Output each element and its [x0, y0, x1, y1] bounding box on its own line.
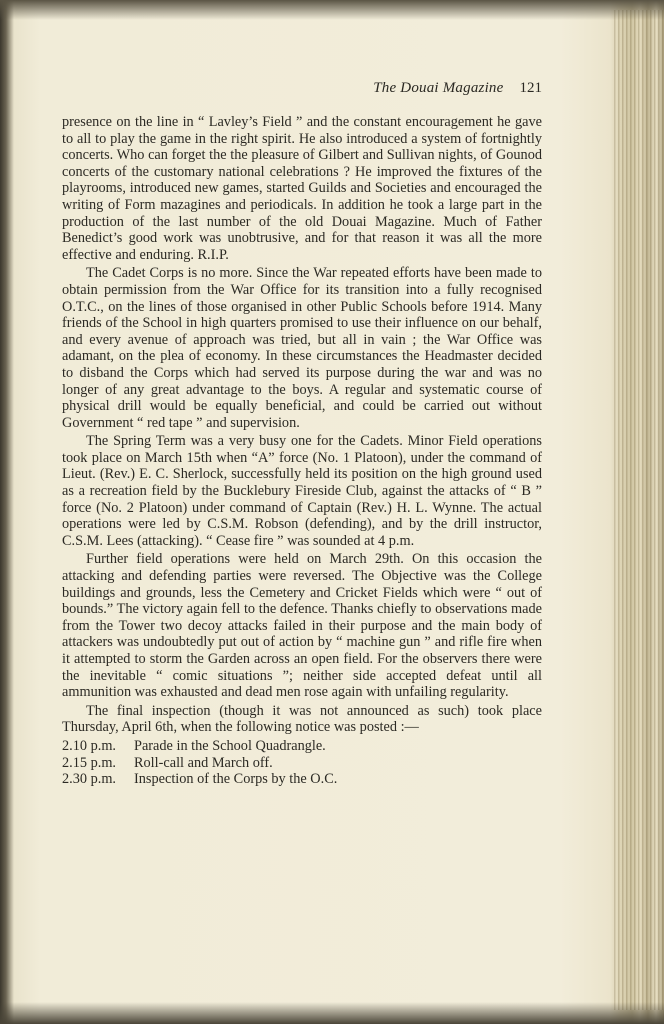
page-number: 121 — [519, 80, 542, 96]
schedule-row — [62, 738, 542, 755]
schedule-time: 2.30 p.m. — [62, 771, 117, 788]
magazine-title: The Douai Magazine — [373, 80, 504, 96]
schedule-event: Parade in the School Quadrangle. — [134, 737, 326, 754]
paragraph-spring-term: The Spring Term was a very busy one for the Cadets. Minor Field operations took place on March 15th when “A” force (No. 1 Platoon), under the command of Lieut. (Rev.) E. C. Sherlock, successfully held its position on the high ground used as a recreation field by the Bucklebury Fireside Club, against the attacks of “ B ” force (No. 2 Platoon) under command of Captain (Rev.) H. L. Wynne. The actual operations were led by C.S.M. Robson (defending), and by the drill instructor, C.S.M. Lees (attacking). “ Cease fire ” was sounded at 4 p.m. — [62, 433, 542, 549]
schedule-time: 2.15 p.m. — [62, 754, 117, 771]
running-header — [62, 80, 542, 97]
body-text — [62, 114, 542, 788]
paragraph-field-operations: Further field operations were held on March 29th. On this occasion the attacking and defending parties were reversed. The Objective was the College buildings and grounds, less the Cemetery and Cricket Fields which were “ out of bounds.” The victory again fell to the defence. Thanks chiefly to observations made from the Tower two decoy attacks failed in their purpose and the main body of attackers was undoubtedly put out of action by “ machine gun ” and rifle fire when it attempted to storm the Garden across an open field. For the observers there were the inevitable “ comic situations ”; neither side accepted defeat until all ammunition was exhausted and dead men rose again with unfailing regularity. — [62, 551, 542, 701]
page-edges — [614, 10, 664, 1010]
paragraph-cadet-corps: The Cadet Corps is no more. Since the War repeated efforts have been made to obtain permission from the War Office for its transition into a fully recognised O.T.C., on the lines of those organised in other Public Schools before 1914. Many friends of the School in high quarters promised to use their influence on our behalf, and every avenue of approach was tried, but all in vain ; the War Office was adamant, on the plea of economy. In these circumstances the Headmaster decided to disband the Corps which had served its purpose during the war and was no longer of any great advantage to the boys. A regular and systematic course of physical drill would be equally beneficial, and could be carried out without Government “ red tape ” and supervision. — [62, 265, 542, 431]
bottom-shadow — [0, 1002, 664, 1024]
paragraph-continued: presence on the line in “ Lavley’s Field ” and the constant encouragement he gave to all to play the game in the right spirit. He also introduced a system of fortnightly concerts. Who can forget the the pleasure of Gilbert and Sullivan nights, of Gounod concerts of the customary national celebrations ? He improved the fixtures of the playrooms, introduced new games, started Guilds and Societies and encouraged the writing of Form mazagines and periodicals. In addition he took a large part in the production of the last number of the old Douai Magazine. Much of Father Benedict’s good work was unobtrusive, and for that reason it was all the more effective and enduring. R.I.P. — [62, 114, 542, 263]
inspection-schedule — [62, 738, 542, 788]
schedule-event: Roll-call and March off. — [134, 754, 273, 771]
paragraph-final-inspection: The final inspection (though it was not announced as such) took place Thursday, April 6th, when the following notice was posted :— — [62, 702, 542, 736]
schedule-row — [62, 771, 542, 788]
schedule-time: 2.10 p.m. — [62, 737, 117, 754]
schedule-row — [62, 755, 542, 772]
schedule-event: Inspection of the Corps by the O.C. — [134, 771, 338, 788]
top-shadow — [0, 0, 664, 20]
